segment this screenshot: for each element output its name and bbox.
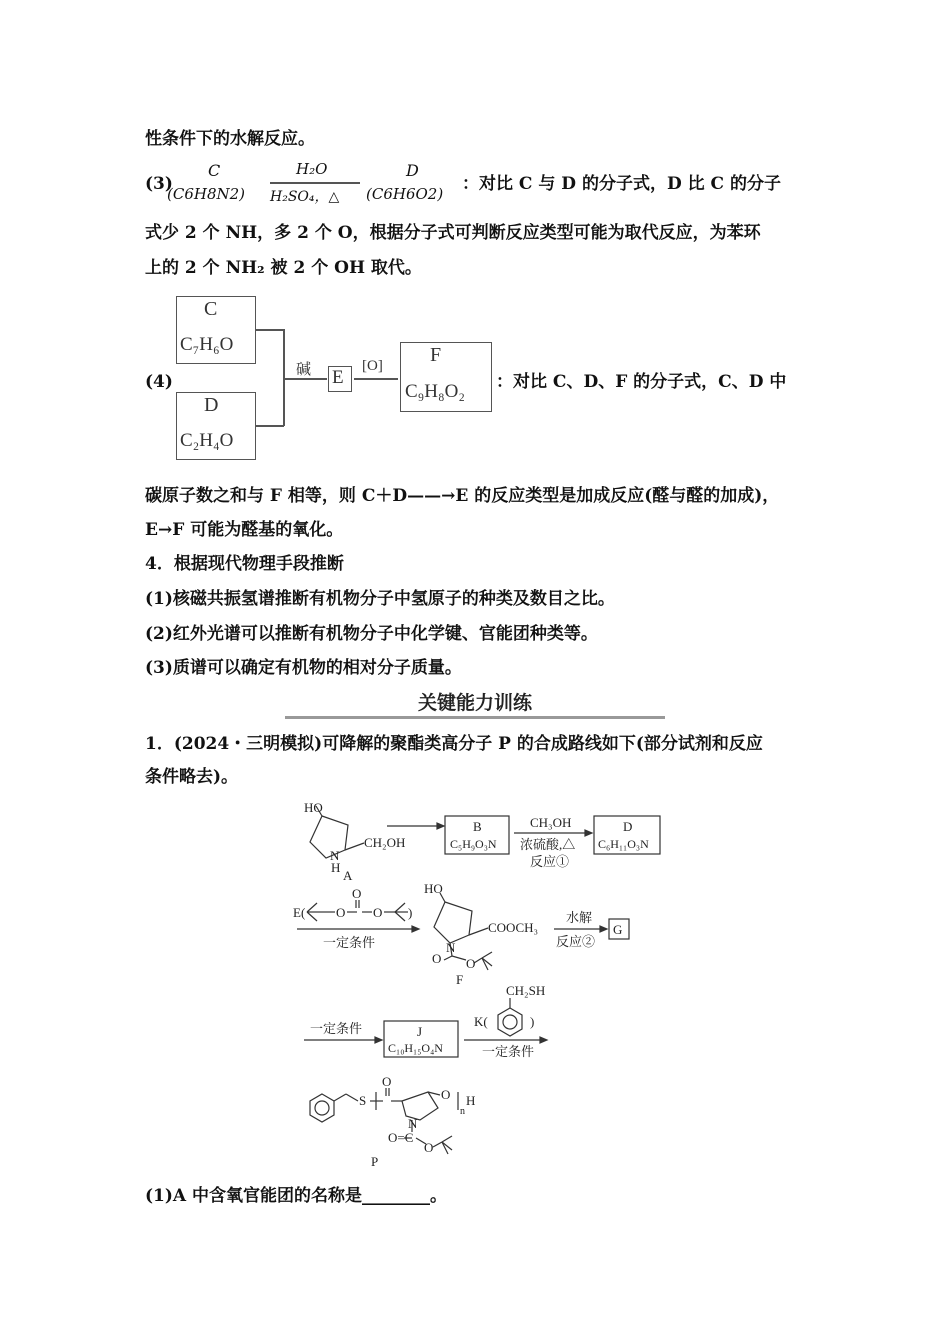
scheme-f-o-ester: O: [466, 956, 476, 971]
banner-title: 关键能力训练: [417, 692, 532, 714]
scheme-p-o-carbonyl: O: [382, 1074, 392, 1089]
scheme-p-ester-o: O: [424, 1140, 434, 1155]
sub1-prefix: (1)A 中含氧官能团的名称是: [145, 1186, 363, 1206]
scheme-j-cond: 一定条件: [310, 1021, 363, 1036]
scheme-f-ho: HO: [424, 881, 443, 896]
scheme-p-h: H: [466, 1093, 476, 1108]
scheme-a-ho: HO: [304, 800, 323, 815]
item4-text-3: E→F 可能为醛基的氧化。: [145, 520, 344, 540]
scheme-r2-top: 水解: [566, 910, 593, 925]
item4-box-d-formula: C₂H₄O: [180, 430, 234, 451]
item3-text-1: ：对比 C 与 D 的分子式，D 比 C 的分子: [462, 174, 781, 194]
scheme-f-n: N: [446, 940, 456, 955]
scheme-e-o1: O: [336, 905, 346, 920]
item3-c-label: C: [208, 161, 221, 180]
scheme-g-box: G: [613, 922, 623, 937]
scheme-k-cond: 一定条件: [482, 1044, 535, 1059]
question1-line1: 1．(2024・三明模拟)可降解的聚酯类高分子 P 的合成路线如下(部分试剂和反应: [145, 734, 763, 754]
item3-over-arrow: H₂O: [296, 160, 328, 178]
scheme-r1-bottom-2: 反应①: [530, 854, 570, 869]
scheme-f-cooch3: COOCH₃: [488, 920, 539, 935]
scheme-r2-bottom: 反应②: [556, 934, 596, 949]
scheme-e-o3: O: [373, 905, 383, 920]
scheme-b-formula: C₅H₉O₃N: [450, 837, 497, 851]
scheme-a-h: H: [331, 860, 341, 875]
scheme-p-label: P: [371, 1154, 379, 1169]
item3-label: (3): [145, 174, 173, 194]
scheme-d-name: D: [623, 819, 633, 834]
item3-d-formula: (C6H6O2): [366, 185, 444, 203]
scheme-f-o-carbonyl: O: [432, 951, 442, 966]
scheme-e-o2: O: [352, 886, 362, 901]
scheme-r1-bottom-1: 浓硫酸,△: [520, 837, 576, 852]
scheme-a-ch2oh: CH₂OH: [364, 835, 406, 850]
scheme-b-name: B: [473, 819, 482, 834]
item4-box-c-formula: C₇H₆O: [180, 334, 234, 355]
scheme-p-n-atom: N: [408, 1116, 418, 1131]
scheme-k-suffix: ): [530, 1014, 535, 1029]
paragraph-top: 性条件下的水解反应。: [145, 129, 315, 149]
item4-box-e-text: E: [332, 367, 344, 388]
item4-arrow1-label: 碱: [296, 362, 312, 378]
scheme-k-ch2sh: CH₂SH: [506, 983, 546, 998]
scheme-p-boc-o: O=C: [388, 1130, 414, 1145]
item4-text-1: ：对比 C、D、F 的分子式，C、D 中: [496, 372, 787, 392]
section4-p2: (2)红外光谱可以推断有机物分子中化学键、官能团种类等。: [145, 624, 598, 644]
item3-under-arrow: H₂SO₄，△: [270, 189, 340, 205]
scheme-e-prefix: E(: [293, 905, 306, 920]
item4-box-d-name: D: [204, 394, 219, 416]
section4-p3: (3)质谱可以确定有机物的相对分子质量。: [145, 658, 462, 678]
sub1-line: [145, 1185, 447, 1207]
sub1-blank[interactable]: ________: [362, 1186, 431, 1206]
section4-p1: (1)核磁共振氢谱推断有机物分子中氢原子的种类及数目之比。: [145, 589, 615, 609]
scheme-e-cond: 一定条件: [323, 935, 376, 950]
scheme-j-formula: C₁₀H₁₅O₄N: [388, 1041, 443, 1055]
scheme-f-label: F: [456, 972, 464, 987]
scheme-p-n: n: [460, 1106, 465, 1117]
sub1-suffix: 。: [430, 1186, 448, 1206]
scheme-a-nh: N: [330, 848, 340, 863]
item4-label: (4): [145, 372, 173, 392]
scheme-e-suffix: ): [408, 905, 413, 920]
scheme-j-name: J: [417, 1024, 423, 1039]
item4-box-f-name: F: [430, 344, 442, 366]
scheme-d-formula: C₆H₁₁O₃N: [598, 837, 649, 851]
item3-text-2: 式少 2 个 NH，多 2 个 O，根据分子式可判断反应类型可能为取代反应，为苯环: [145, 223, 761, 243]
scheme-k-prefix: K(: [474, 1014, 488, 1029]
item3-d-label: D: [406, 161, 419, 180]
scheme-r1-top: CH₃OH: [530, 815, 572, 830]
section4-heading: 4．根据现代物理手段推断: [145, 554, 344, 574]
scheme-p-s: S: [359, 1093, 367, 1108]
question1-line2: 条件略去)。: [145, 767, 239, 787]
item3-c-formula: (C6H8N2): [167, 185, 246, 203]
scheme-p-o: O: [441, 1087, 451, 1102]
scheme-a-label: A: [343, 868, 353, 883]
item3-text-3: 上的 2 个 NH₂ 被 2 个 OH 取代。: [145, 258, 422, 278]
item4-text-2: 碳原子数之和与 F 相等，则 C＋D——→E 的反应类型是加成反应(醛与醛的加成)，: [145, 486, 780, 506]
item4-box-c-name: C: [204, 298, 218, 320]
item4-box-f-formula: C₉H₈O₂: [405, 381, 465, 402]
item4-arrow2-label: [O]: [362, 358, 383, 374]
